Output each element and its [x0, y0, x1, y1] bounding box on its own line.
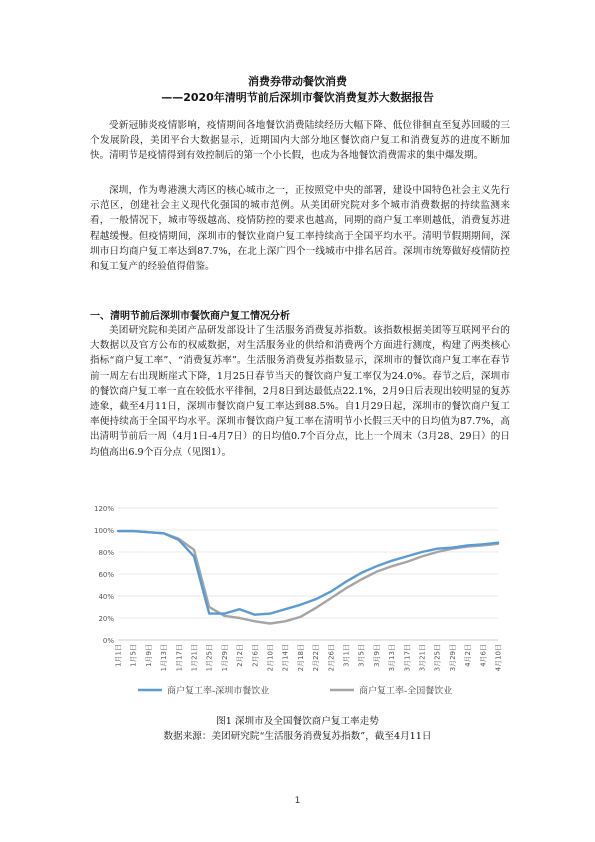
x-tick-label: 4月10日: [494, 644, 503, 672]
report-subtitle: ——2020年清明节前后深圳市餐饮消费复苏大数据报告: [161, 91, 434, 104]
x-tick-label: 2月26日: [327, 644, 336, 672]
x-tick-label: 1月1日: [114, 644, 123, 667]
intro-paragraph-2: 深圳，作为粤港澳大湾区的核心城市之一，正按照党中央的部署，建设中国特色社会主义先行示范区，创建社会主义现代化强国的城市范例。从美团研究院对多个城市消费数据的持续监测来看，一般情况下，城市等级越高、疫情防控的要求也越高，同期的商户复工率则越低，消费复苏进程越缓慢。但疫情期间，深圳市的餐饮业商户复工率持续高于全国平均水平。清明节假期期间，深圳市日均商户复工率达到87.7%，在北上深广四个一线城市中排名居首。深圳市统筹做好疫情防控和复工复产的经验值得借鉴。: [90, 185, 510, 273]
report-title: 消费券带动餐饮消费: [248, 75, 347, 88]
x-tick-label: 2月18日: [296, 644, 305, 672]
x-tick-label: 2月14日: [281, 644, 290, 672]
legend-label: 商户复工率-全国餐饮业: [359, 686, 453, 697]
figure-caption: 图1 深圳市及全国餐饮商户复工率走势: [216, 716, 379, 727]
x-tick-label: 1月29日: [220, 644, 229, 672]
page-number: 1: [294, 796, 301, 806]
x-tick-label: 3月13日: [388, 644, 397, 672]
y-tick-label: 80%: [98, 549, 114, 557]
y-tick-label: 60%: [98, 571, 114, 579]
x-tick-label: 1月21日: [190, 644, 199, 672]
x-tick-label: 2月10日: [266, 644, 275, 672]
x-tick-label: 1月25日: [205, 644, 214, 672]
y-tick-label: 20%: [98, 615, 114, 623]
x-tick-label: 1月13日: [160, 644, 169, 672]
section-paragraph: 美团研究院和美团产品研发部设计了生活服务消费复苏指数。该指数根据美团等互联网平台的大数据以及官方公布的权威数据，对生活服务业的供给和消费两个方面进行测度，构建了两类核心指标“商户复工率”、“消费复苏率”。生活服务消费复苏指数显示，深圳市的餐饮商户复工率在春节前一周左右出现断崖式下降，1月25日春节当天的餐饮商户复工率仅为24.0%。春节之后，深圳市的餐饮商户复工率一直在较低水平徘徊，2月8日到达最低点22.1%，2月9日后表现出较明显的复苏迹象，截至4月11日，深圳市餐饮商户复工率达到88.5%。自1月29日起，深圳市的餐饮商户复工率便持续高于全国平均水平。深圳市餐饮商户复工率在清明节小长假三天中的日均值为87.7%，高出清明节前后一周（4月1日-4月7日）的日均值0.7个百分点，比上一个周末（3月28、29日）的日均值高出6.9个百分点（见图1）。: [90, 325, 510, 458]
legend-label: 商户复工率-深圳市餐饮业: [167, 686, 270, 697]
recovery-rate-line-chart: [90, 500, 510, 710]
y-tick-label: 120%: [93, 505, 114, 513]
x-tick-label: 4月2日: [464, 644, 473, 667]
x-tick-label: 3月25日: [433, 644, 442, 672]
x-tick-label: 1月9日: [144, 644, 153, 667]
y-tick-label: 40%: [98, 593, 114, 601]
x-tick-label: 3月21日: [418, 644, 427, 672]
series-line: [118, 531, 498, 623]
y-tick-label: 0%: [102, 637, 114, 645]
series-line: [118, 531, 498, 615]
x-tick-label: 3月5日: [357, 644, 366, 667]
x-tick-label: 2月22日: [312, 644, 321, 672]
intro-paragraph-1: 受新冠肺炎疫情影响，疫情期间各地餐饮消费陆续经历大幅下降、低位徘徊直至复苏回暖的三个发展阶段，美团平台大数据显示，近期国内大部分地区餐饮商户复工和消费复苏的进度不断加快。清明节是疫情得到有效控制后的第一个小长假，也成为各地餐饮消费需求的集中爆发期。: [90, 120, 510, 162]
y-tick-label: 100%: [93, 527, 114, 535]
x-tick-label: 3月17日: [403, 644, 412, 672]
section-heading: 一、清明节前后深圳市餐饮商户复工情况分析: [90, 311, 290, 322]
x-tick-label: 2月6日: [251, 644, 260, 667]
x-tick-label: 2月2日: [236, 644, 245, 667]
x-tick-label: 1月17日: [175, 644, 184, 672]
x-tick-label: 3月9日: [372, 644, 381, 667]
x-tick-label: 4月6日: [479, 644, 488, 667]
x-tick-label: 1月5日: [129, 644, 138, 667]
figure-source: 数据来源：美团研究院“生活服务消费复苏指数”，截至4月11日: [163, 731, 432, 742]
x-tick-label: 3月29日: [448, 644, 457, 672]
x-tick-label: 3月1日: [342, 644, 351, 667]
